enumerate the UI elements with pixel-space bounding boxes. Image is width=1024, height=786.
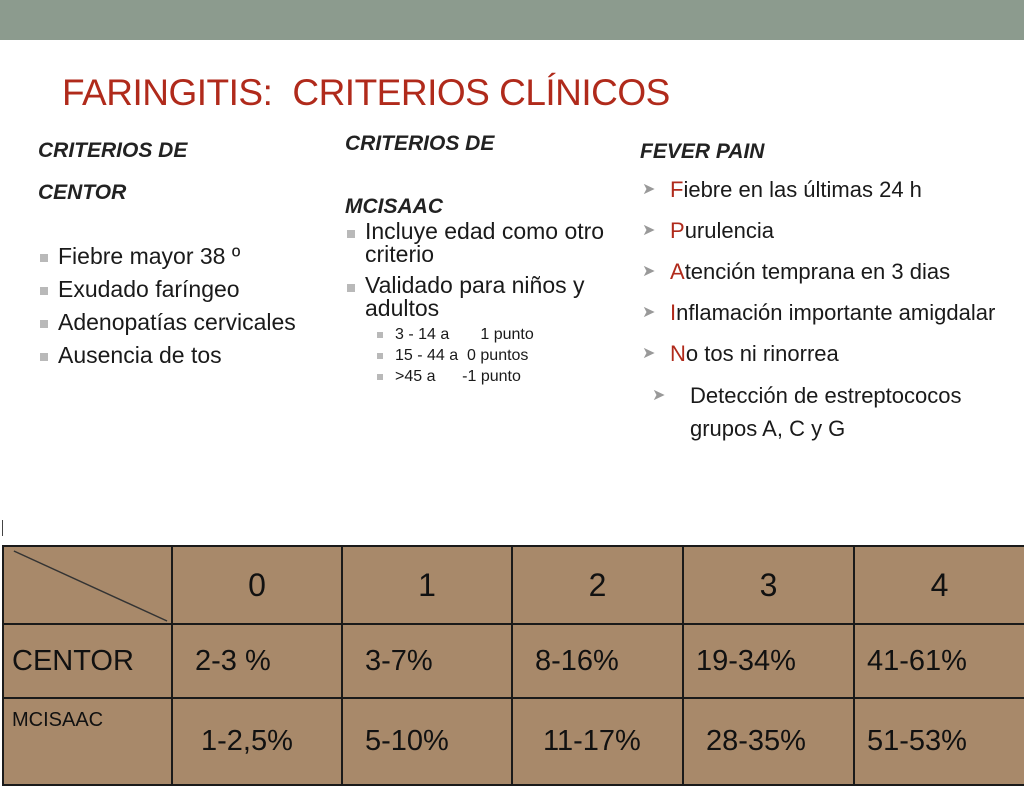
list-item: Incluye edad como otro criterio — [345, 220, 605, 266]
list-item: ➤ Inflamación importante amigdalar — [640, 297, 1000, 328]
title-part-2: CRITERIOS CLÍNICOS — [292, 72, 670, 113]
centor-criteria-list — [38, 244, 308, 368]
list-item: 3 - 14 a 1 punto — [345, 324, 605, 345]
header-cell: 1 — [342, 546, 512, 624]
table-cell: 1-2,5% — [172, 698, 342, 785]
mcisaac-heading-line-1: CRITERIOS DE — [345, 132, 495, 155]
list-item: 15 - 44 a 0 puntos — [345, 345, 605, 366]
header-cell: 4 — [854, 546, 1024, 624]
table-cell: 28-35% — [683, 698, 854, 785]
mcisaac-column — [345, 133, 605, 387]
square-bullet-icon — [347, 230, 355, 238]
header-cell: 0 — [172, 546, 342, 624]
table-cell: 2-3 % — [172, 624, 342, 698]
table-row — [3, 624, 1024, 698]
list-item: ➤ No tos ni rinorrea — [640, 338, 1000, 369]
square-bullet-icon — [347, 284, 355, 292]
square-bullet-icon — [377, 332, 383, 338]
slide-title — [62, 72, 670, 114]
mcisaac-heading-line-2: MCISAAC — [345, 195, 443, 218]
fever-pain-heading: FEVER PAIN — [640, 140, 765, 163]
square-bullet-icon — [40, 254, 48, 262]
square-bullet-icon — [40, 320, 48, 328]
corner-cell — [3, 546, 172, 624]
diagonal-line-icon — [4, 547, 171, 623]
arrow-bullet-icon: ➤ — [642, 263, 656, 280]
list-item: Validado para niños y adultos — [345, 274, 605, 320]
divider — [2, 520, 3, 536]
title-part-1: FARINGITIS: — [62, 72, 273, 113]
table-cell: 5-10% — [342, 698, 512, 785]
risk-table — [2, 545, 1024, 786]
square-bullet-icon — [40, 287, 48, 295]
row-label-mcisaac: MCISAAC — [3, 698, 172, 785]
arrow-bullet-icon: ➤ — [652, 387, 666, 404]
table-cell: 3-7% — [342, 624, 512, 698]
mcisaac-criteria-list — [345, 220, 605, 320]
header-cell: 2 — [512, 546, 683, 624]
list-item: >45 a -1 punto — [345, 366, 605, 387]
square-bullet-icon — [40, 353, 48, 361]
centor-heading-line-2: CENTOR — [38, 181, 127, 204]
list-item: Exudado faríngeo — [38, 277, 308, 302]
list-item: ➤ Detección de estreptococos grupos A, C y G — [640, 379, 980, 445]
list-item: Ausencia de tos — [38, 343, 308, 368]
mcisaac-age-list — [345, 324, 605, 387]
arrow-bullet-icon: ➤ — [642, 181, 656, 198]
table-cell: 11-17% — [512, 698, 683, 785]
fever-pain-column — [640, 140, 1000, 455]
table-cell: 51-53% — [854, 698, 1024, 785]
row-label-centor: CENTOR — [3, 624, 172, 698]
table-cell: 8-16% — [512, 624, 683, 698]
arrow-bullet-icon: ➤ — [642, 345, 656, 362]
table-row — [3, 698, 1024, 785]
list-item: ➤ Purulencia — [640, 215, 1000, 246]
list-item: ➤ Atención temprana en 3 dias — [640, 256, 1000, 287]
centor-column — [38, 140, 308, 376]
square-bullet-icon — [377, 374, 383, 380]
list-item: ➤ Fiebre en las últimas 24 h — [640, 174, 1000, 205]
list-item: Adenopatías cervicales — [38, 310, 308, 335]
header-cell: 3 — [683, 546, 854, 624]
top-banner — [0, 0, 1024, 40]
arrow-bullet-icon: ➤ — [642, 304, 656, 321]
square-bullet-icon — [377, 353, 383, 359]
list-item: Fiebre mayor 38 º — [38, 244, 308, 269]
arrow-bullet-icon: ➤ — [642, 222, 656, 239]
table-cell: 19-34% — [683, 624, 854, 698]
table-cell: 41-61% — [854, 624, 1024, 698]
table-header-row — [3, 546, 1024, 624]
centor-heading-line-1: CRITERIOS DE — [38, 139, 188, 162]
fever-pain-list — [640, 174, 1000, 445]
